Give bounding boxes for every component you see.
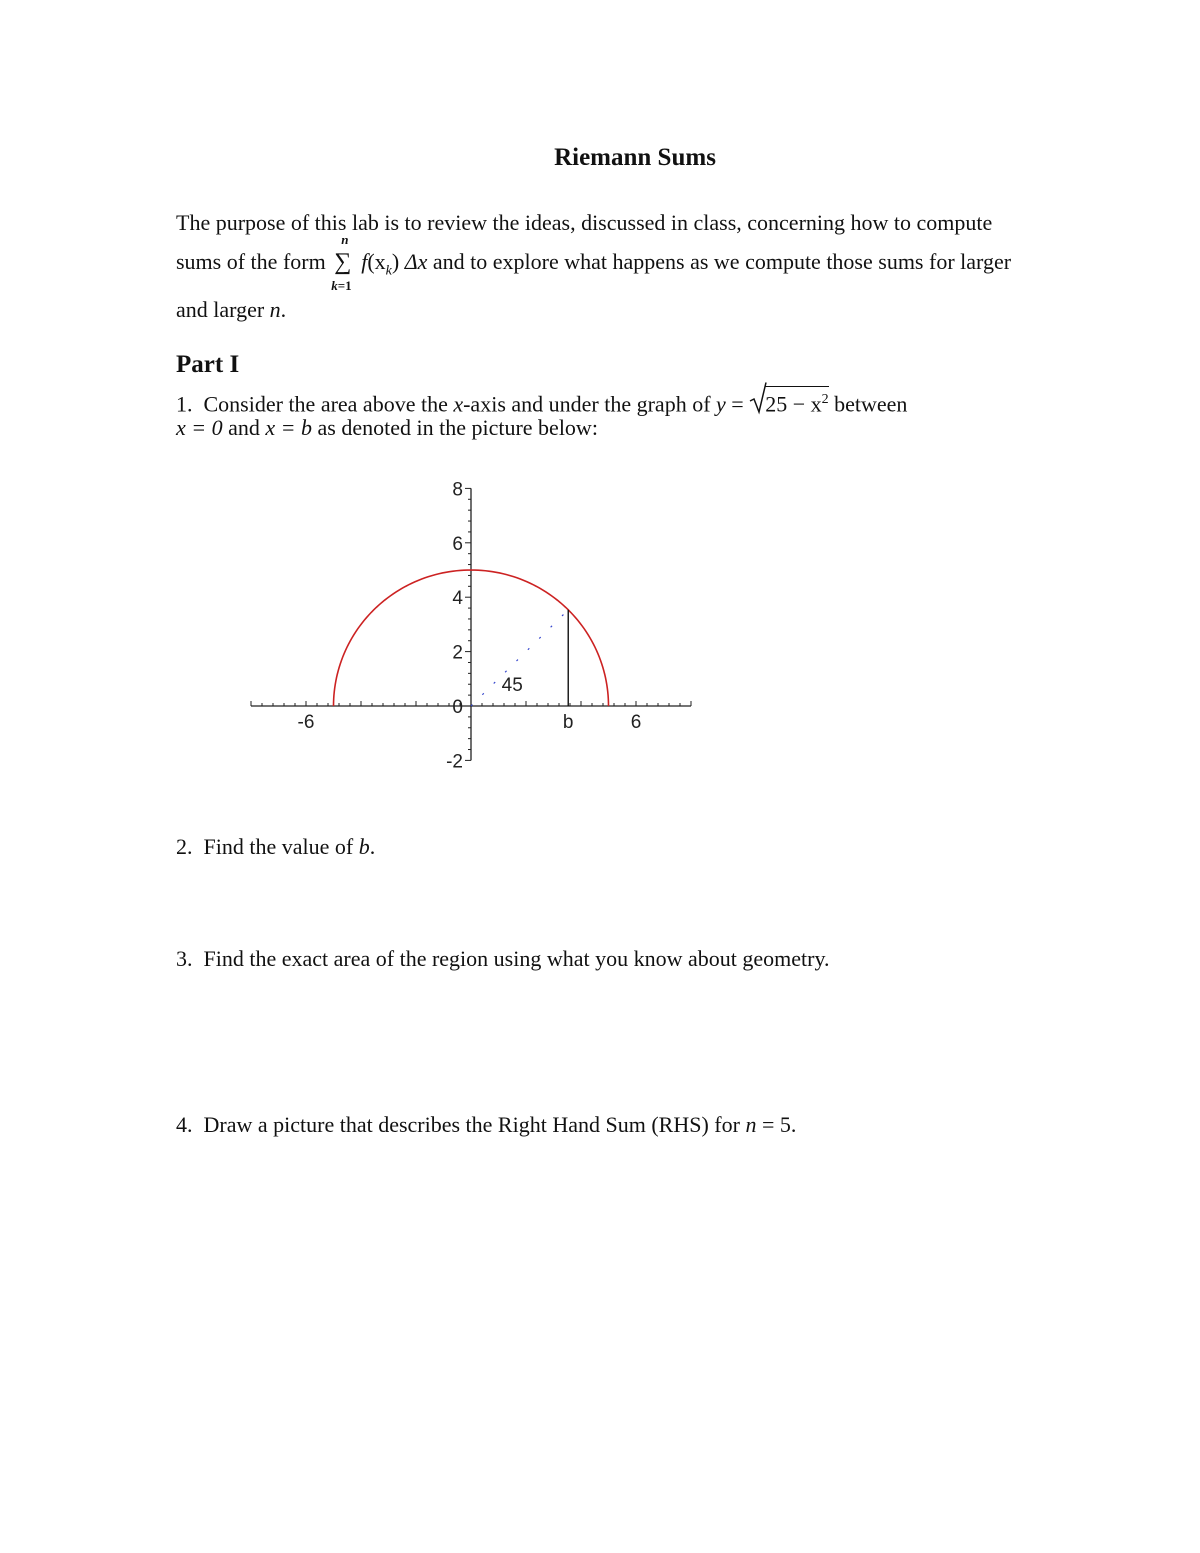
y-tick-label: 2 [452,642,463,664]
radical-icon [749,381,767,415]
question-1-line-1: 1. Consider the area above the x-axis and under the graph of y = $25 - x^2$ between [176,386,907,418]
x-tick-label: -6 [297,712,315,733]
q1-number: 1. [176,391,193,417]
question-1-line-2: x = 0 and x = b as denoted in the picture below: [176,415,598,440]
question-2: 2. Find the value of b. [176,834,376,859]
sum-lower-limit: k=1 [331,278,352,293]
var-n: n [269,297,281,322]
sum-args: $(x_k)$ [367,249,400,279]
sum-delta: Δx [404,249,428,274]
y-tick-label: 0 [452,697,463,718]
square-root-expression [749,386,828,418]
sum-function: f [361,249,368,274]
y-tick-label: 8 [452,479,463,501]
intro-line-2 [176,232,1012,293]
x-tick-label: b [562,712,574,733]
semicircle-figure [240,470,710,780]
q4-number: 4. [176,1112,193,1137]
intro-line-1: The purpose of this lab is to review the ideas, discussed in class, concerning how to compute [176,210,993,235]
question-3: 3. Find the exact area of the region using what you know about geometry. [176,946,830,971]
q2-number: 2. [176,834,193,859]
x-tick-label: 6 [630,712,642,733]
y-tick-label: 6 [452,533,463,555]
y-tick-label: -2 [446,751,463,773]
sigma-icon: ∑ [334,249,352,275]
radicand: $25 - x^2$ [765,386,828,417]
intro-line-3: and larger n. [176,297,287,322]
sum-upper-limit: n [341,232,349,247]
question-4: 4. Draw a picture that describes the Right Hand Sum (RHS) for n = 5. [176,1112,797,1137]
page-title: Riemann Sums [554,144,716,171]
intro-line-2-suffix: and to explore what happens as we compute those sums for larger [432,249,1012,274]
angle-label: 45 [501,675,523,697]
q3-number: 3. [176,946,193,971]
y-tick-label: 4 [452,588,463,610]
intro-line-2-prefix: sums of the form [176,249,326,274]
part-heading: Part I [176,351,240,378]
summation-symbol [331,232,361,293]
